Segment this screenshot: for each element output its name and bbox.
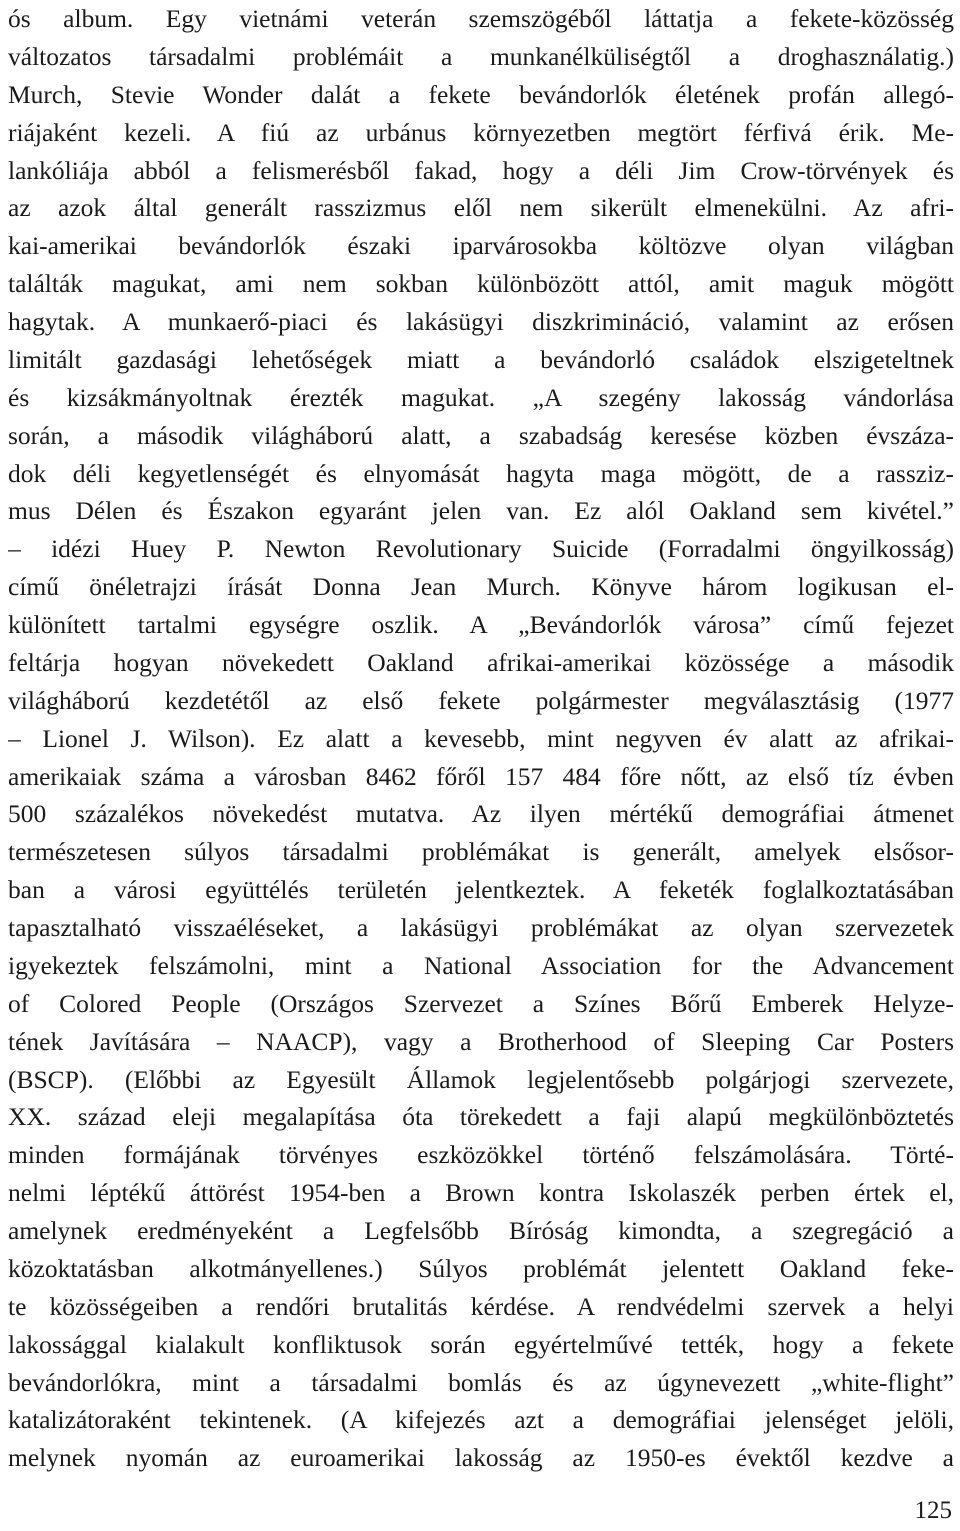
text-line: tapasztalható visszaéléseket, a lakásügyi problémákat az olyan szervezetek: [8, 913, 954, 942]
text-line: természetesen súlyos társadalmi problémákat is generált, amelyek elsősor-: [8, 837, 954, 867]
text-line: – Lionel J. Wilson). Ez alatt a kevesebb, mint negyven év alatt az afrikai-: [8, 723, 954, 753]
text-line: tének Javítására – NAACP), vagy a Brotherhood of Sleeping Car Posters: [8, 1026, 954, 1056]
text-line: minden formájának törvényes eszközökkel történő felszámolására. Törté-: [8, 1140, 954, 1170]
text-line: amelynek eredményeként a Legfelsőbb Bíróság kimondta, a szegregáció a: [8, 1216, 954, 1245]
text-line: melynek nyomán az euroamerikai lakosság az 1950-es évektől kezdve a: [8, 1443, 954, 1473]
text-line: találták magukat, ami nem sokban különbözött attól, amit maguk mögött: [8, 269, 954, 299]
text-line: (BSCP). (Előbbi az Egyesült Államok legjelentősebb polgárjogi szervezete,: [8, 1064, 954, 1094]
text-line: különített tartalmi egységre oszlik. A „Bevándorlók városa” című fejezet: [8, 610, 954, 639]
text-line: igyekeztek felszámolni, mint a National Association for the Advancement: [8, 950, 954, 980]
text-line: mus Délen és Északon egyaránt jelen van. Ez alól Oakland sem kivétel.”: [8, 496, 954, 526]
text-line: riájaként kezeli. A fiú az urbánus környezetben megtört férfivá érik. Me-: [8, 117, 954, 147]
text-line: lakossággal kialakult konfliktusok során egyértelművé tették, hogy a fekete: [8, 1329, 954, 1359]
text-line: dok déli kegyetlenségét és elnyomását hagyta maga mögött, de a rassziz-: [8, 458, 954, 488]
text-line: során, a második világháború alatt, a szabadság keresése közben évszáza-: [8, 420, 954, 450]
text-line: te közösségeiben a rendőri brutalitás kérdése. A rendvédelmi szervek a helyi: [8, 1291, 954, 1321]
text-line: az azok által generált rasszizmus elől nem sikerült elmenekülni. Az afri-: [8, 193, 954, 223]
text-line: közoktatásban alkotmányellenes.) Súlyos problémát jelentett Oakland feke-: [8, 1253, 954, 1283]
text-line: című önéletrajzi írását Donna Jean Murch. Könyve három logikusan el-: [8, 572, 954, 602]
text-line: XX. század eleji megalapítása óta törekedett a faji alapú megkülönböztetés: [8, 1102, 954, 1132]
text-line: bevándorlókra, mint a társadalmi bomlás és az úgynevezett „white-flight”: [8, 1367, 954, 1397]
text-line: limitált gazdasági lehetőségek miatt a bevándorló családok elszigeteltnek: [8, 344, 954, 374]
text-line: lankóliája abból a felismerésből fakad, hogy a déli Jim Crow-törvények és: [8, 155, 954, 185]
book-page: [8, 0, 954, 1531]
text-line: ban a városi együttélés területén jelentkeztek. A feketék foglalkoztatásában: [8, 875, 954, 905]
text-line: kai-amerikai bevándorlók északi iparvárosokba költözve olyan világban: [8, 231, 954, 261]
text-line: 500 százalékos növekedést mutatva. Az ilyen mértékű demográfiai átmenet: [8, 799, 954, 829]
text-line: feltárja hogyan növekedett Oakland afrikai-amerikai közössége a második: [8, 647, 954, 677]
text-line: változatos társadalmi problémáit a munkanélküliségtől a droghasználatig.): [8, 41, 954, 71]
text-line: of Colored People (Országos Szervezet a Színes Bőrű Emberek Helyze-: [8, 988, 954, 1018]
text-line: – idézi Huey P. Newton Revolutionary Suicide (Forradalmi öngyilkosság): [8, 534, 954, 564]
text-line: világháború kezdetétől az első fekete polgármester megválasztásig (1977: [8, 685, 954, 715]
text-line: amerikaiak száma a városban 8462 főről 157 484 főre nőtt, az első tíz évben: [8, 761, 954, 791]
body-text: [8, 0, 954, 1477]
text-line: ós album. Egy vietnámi veterán szemszögéből láttatja a fekete-közösség: [8, 4, 954, 33]
text-line: hagytak. A munkaerő-piaci és lakásügyi diszkrimináció, valamint az erősen: [8, 307, 954, 336]
text-line: és kizsákmányoltnak érezték magukat. „A szegény lakosság vándorlása: [8, 382, 954, 412]
text-line: Murch, Stevie Wonder dalát a fekete bevándorlók életének profán allegó-: [8, 79, 954, 109]
text-line: katalizátoraként tekintenek. (A kifejezés azt a demográfiai jelenséget jelöli,: [8, 1405, 954, 1435]
page-number: 125: [914, 1497, 952, 1524]
text-line: nelmi léptékű áttörést 1954-ben a Brown kontra Iskolaszék perben értek el,: [8, 1178, 954, 1208]
